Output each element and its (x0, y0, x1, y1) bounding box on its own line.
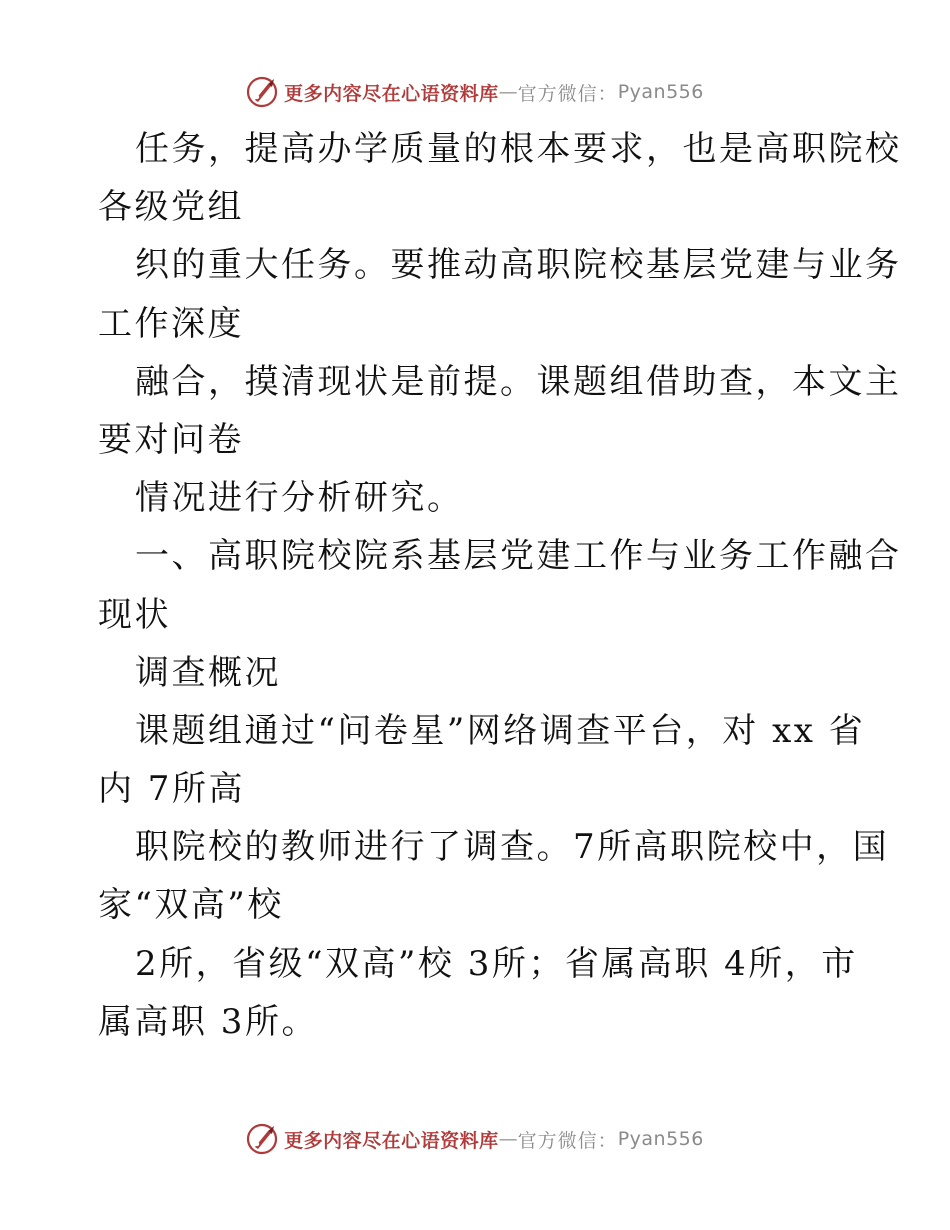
subsection-heading: 调查概况 (135, 652, 281, 693)
banner-separator: — (498, 1128, 518, 1150)
header-watermark-banner (0, 72, 950, 112)
quill-logo-icon (246, 75, 280, 109)
text-line: 各级党组 (98, 187, 244, 228)
text-line: 2所，省级“双高”校 3所；省属高职 4所，市 (135, 943, 858, 984)
banner-wechat-id: Pyan556 (617, 81, 704, 103)
section-heading-line: 一、高职院校院系基层党建工作与业务工作融合 (135, 536, 902, 577)
banner-main-text: 更多内容尽在心语资料库 (284, 82, 499, 105)
quill-logo-icon (246, 1122, 280, 1156)
text-line: 情况进行分析研究。 (135, 478, 464, 519)
text-line: 家“双高”校 (98, 885, 284, 926)
text-line: 内 7所高 (98, 769, 245, 810)
text-line: 织的重大任务。要推动高职院校基层党建与业务 (135, 245, 902, 286)
banner-wechat-label: 官方微信： (517, 1129, 618, 1152)
banner-separator: — (498, 81, 518, 103)
text-line: 融合，摸清现状是前提。课题组借助查，本文主 (135, 361, 902, 402)
section-heading-line: 现状 (98, 594, 171, 635)
body-text (98, 120, 902, 1051)
text-line: 要对问卷 (98, 419, 244, 460)
text-line: 任务，提高办学质量的根本要求，也是高职院校 (135, 129, 902, 169)
banner-main-text: 更多内容尽在心语资料库 (284, 1129, 499, 1152)
text-line: 工作深度 (98, 303, 244, 344)
text-line: 职院校的教师进行了调查。7所高职院校中，国 (135, 827, 890, 868)
banner-wechat-label: 官方微信： (517, 82, 618, 105)
banner-wechat-id: Pyan556 (617, 1128, 704, 1150)
text-line: 课题组通过“问卷星”网络调查平台，对 xx 省 (135, 710, 866, 751)
text-line: 属高职 3所。 (98, 1001, 318, 1042)
footer-watermark-banner (0, 1119, 950, 1159)
